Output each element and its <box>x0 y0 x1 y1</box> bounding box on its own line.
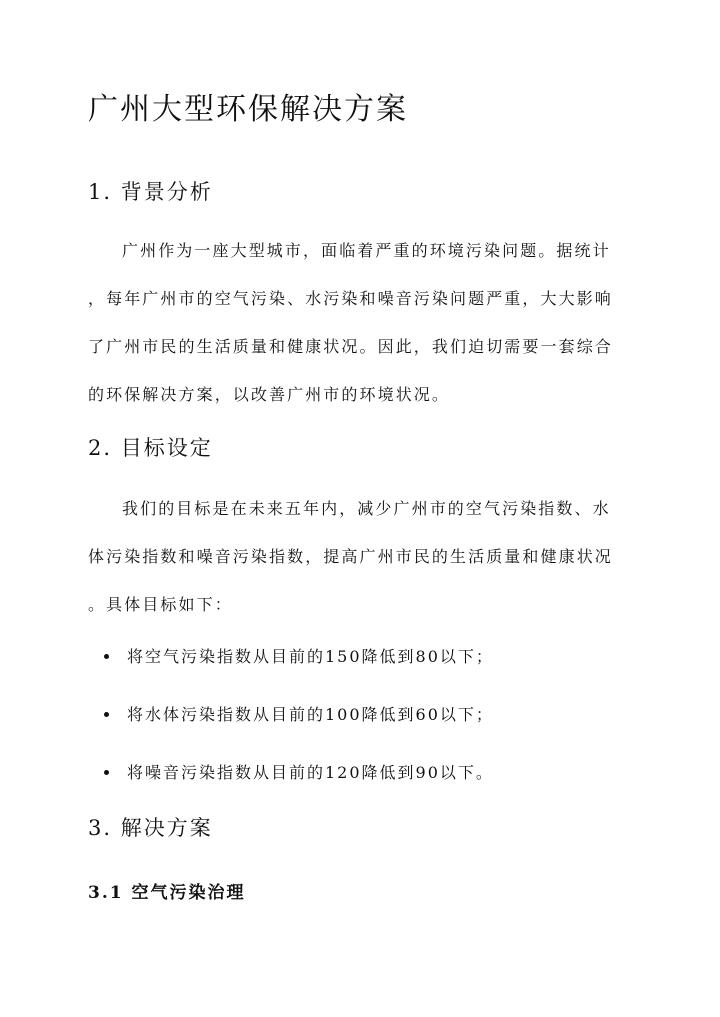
list-item <box>104 744 494 802</box>
list-item-text: 将噪音污染指数从目前的120降低到90以下。 <box>127 763 494 782</box>
paragraph-line: 我们的目标是在未来五年内，减少广州市的空气污染指数、水 <box>122 499 611 518</box>
section-heading-background: 1. 背景分析 <box>88 180 213 204</box>
paragraph-background <box>88 227 633 419</box>
paragraph-goals <box>88 485 633 629</box>
bullet-dot-icon <box>104 712 109 717</box>
list-item-text: 将水体污染指数从目前的100降低到60以下； <box>127 705 494 724</box>
subsection-heading-air: 3.1 空气污染治理 <box>88 883 246 903</box>
list-item-text: 将空气污染指数从目前的150降低到80以下； <box>127 647 494 666</box>
document-title: 广州大型环保解决方案 <box>88 92 408 127</box>
list-item <box>104 628 494 686</box>
paragraph-line: ，每年广州市的空气污染、水污染和噪音污染问题严重，大大影响 <box>88 289 613 308</box>
goal-bullet-list <box>104 628 494 802</box>
list-item <box>104 686 494 744</box>
section-heading-goals: 2. 目标设定 <box>88 436 213 460</box>
paragraph-line: 了广州市民的生活质量和健康状况。因此，我们迫切需要一套综合 <box>88 337 613 356</box>
paragraph-line: 的环保解决方案，以改善广州市的环境状况。 <box>88 385 451 404</box>
paragraph-line: 广州作为一座大型城市，面临着严重的环境污染问题。据统计 <box>122 241 611 260</box>
paragraph-line: 。具体目标如下： <box>88 595 233 614</box>
section-heading-solutions: 3. 解决方案 <box>88 816 213 840</box>
bullet-dot-icon <box>104 770 109 775</box>
paragraph-line: 体污染指数和噪音污染指数，提高广州市民的生活质量和健康状况 <box>88 547 613 566</box>
bullet-dot-icon <box>104 654 109 659</box>
